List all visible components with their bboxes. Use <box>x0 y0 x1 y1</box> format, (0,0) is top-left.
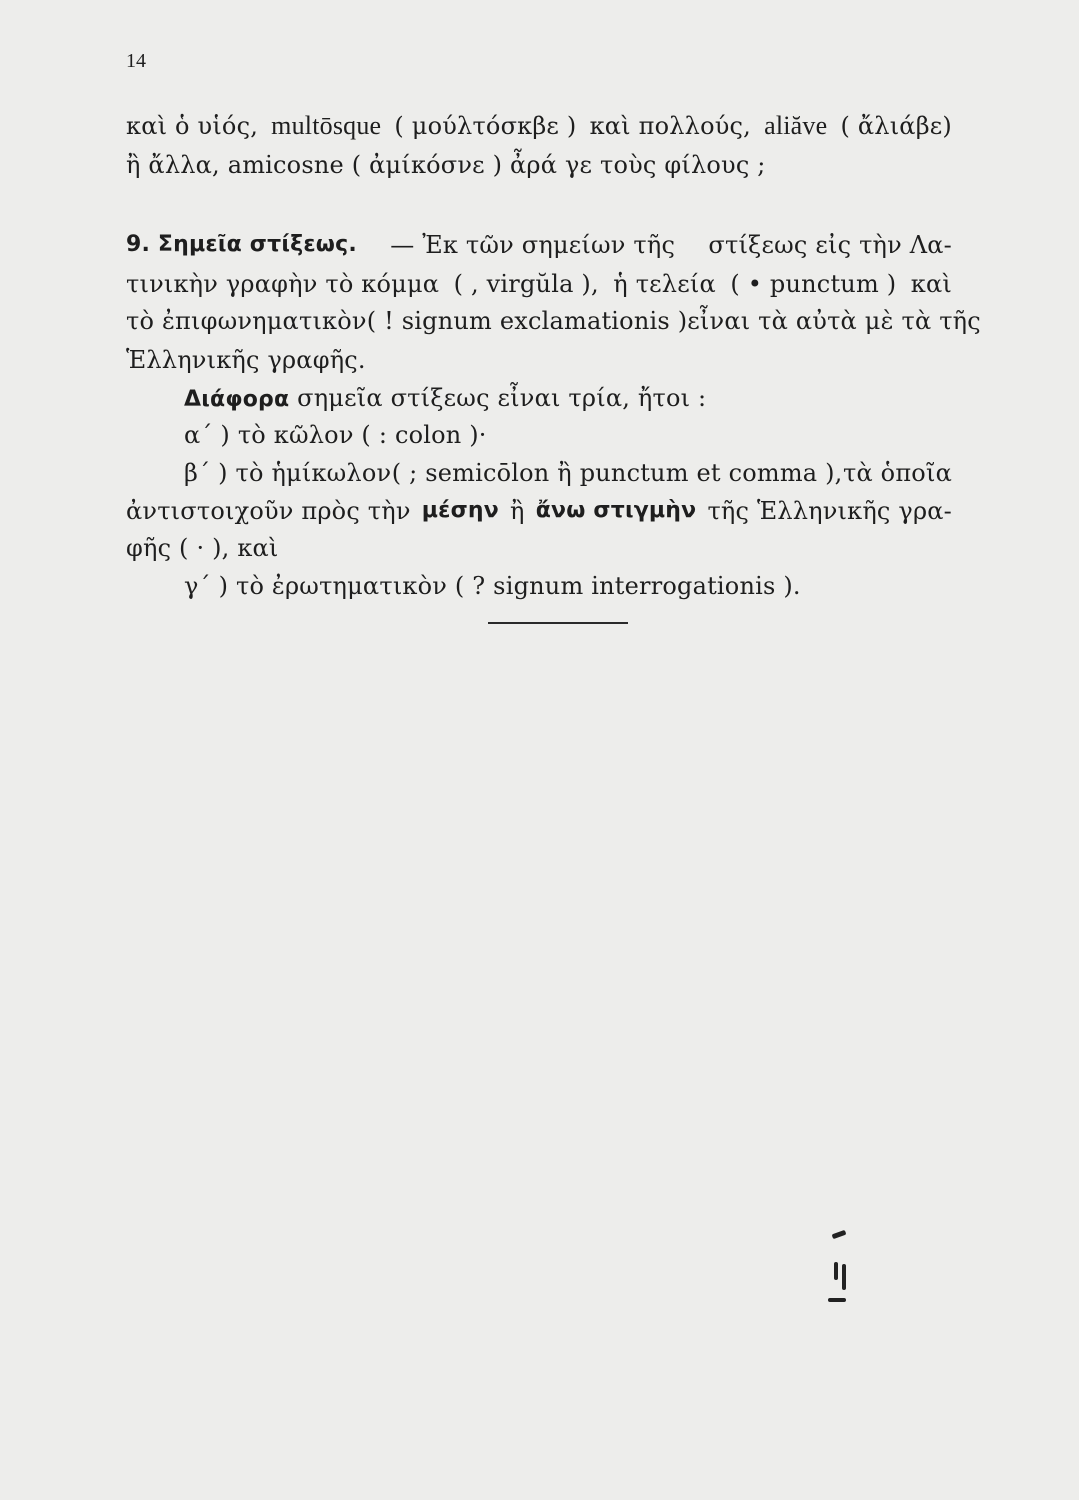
text-segment: ( ἄλιάβε) <box>840 112 952 140</box>
text-line-9 <box>184 458 952 488</box>
text-segment: ( ; semicōlon ἢ punctum et comma ), <box>391 459 843 487</box>
margin-mark <box>828 1298 846 1302</box>
text-segment: τινικὴν γραφὴν τὸ κόμμα <box>126 270 440 298</box>
bold-term: Διάφορα <box>184 387 290 412</box>
margin-mark <box>832 1230 847 1239</box>
text-segment: — Ἐκ τῶν σημείων τῆς <box>390 231 676 259</box>
text-line-4 <box>126 269 952 299</box>
text-segment: ἡ τελεία <box>613 270 716 298</box>
section-divider <box>488 622 628 624</box>
text-segment: καὶ ὁ υἱός, <box>126 112 259 140</box>
text-segment: ( ! signum exclamationis ) <box>366 307 688 335</box>
text-segment: εἶναι τὰ αὐτὰ μὲ τὰ τῆς <box>687 307 981 335</box>
section-heading: 9. Σημεῖα στίξεως. <box>126 232 357 257</box>
text-segment: τὰ ὁποῖα <box>842 459 952 487</box>
text-line-6: Ἑλληνικῆς γραφῆς. <box>126 346 366 374</box>
text-segment: τὸ ἐπιφωνηματικὸν <box>126 307 367 335</box>
text-segment: καὶ <box>910 270 952 298</box>
bold-term: μέσην <box>421 498 499 523</box>
page-number: 14 <box>126 50 146 72</box>
text-segment: ( , virgŭla ), <box>453 270 599 298</box>
text-line-1 <box>126 111 952 141</box>
text-line-8: α΄ ) τὸ κῶλον ( : colon )· <box>184 421 487 449</box>
text-segment: ἢ <box>510 497 525 525</box>
text-line-5 <box>126 306 981 336</box>
bold-term: ἄνω στιγμὴν <box>535 498 697 523</box>
text-line-12: γ΄ ) τὸ ἐρωτηματικὸν ( ? signum interrogationis ). <box>184 572 801 600</box>
text-line-11: φῆς ( · ), καὶ <box>126 534 279 562</box>
text-segment: β΄ ) τὸ ἡμίκωλον <box>184 459 392 487</box>
margin-mark <box>842 1264 846 1290</box>
text-line-2: ἢ ἄλλα, amicosne ( ἀμίκόσνε ) ἆρά γε τοὺς φίλους ; <box>126 151 766 179</box>
text-segment: καὶ πολλούς, <box>589 112 751 140</box>
text-segment: σημεῖα στίξεως εἶναι τρία, ἤτοι : <box>289 384 707 412</box>
text-line-3 <box>126 230 952 260</box>
text-segment: aliăve <box>764 111 828 140</box>
margin-mark <box>834 1262 838 1280</box>
text-line-10 <box>126 496 952 526</box>
text-segment: multōsque <box>271 111 382 140</box>
text-segment: ( μούλτόσκβε ) <box>394 112 577 140</box>
text-segment: τῆς Ἑλληνικῆς γρα- <box>707 497 952 525</box>
text-segment: ( • punctum ) <box>730 270 897 298</box>
text-segment: στίξεως εἰς τὴν Λα- <box>708 231 952 259</box>
text-line-7 <box>184 383 706 415</box>
text-segment: ἀντιστοιχοῦν πρὸς τὴν <box>126 497 411 525</box>
